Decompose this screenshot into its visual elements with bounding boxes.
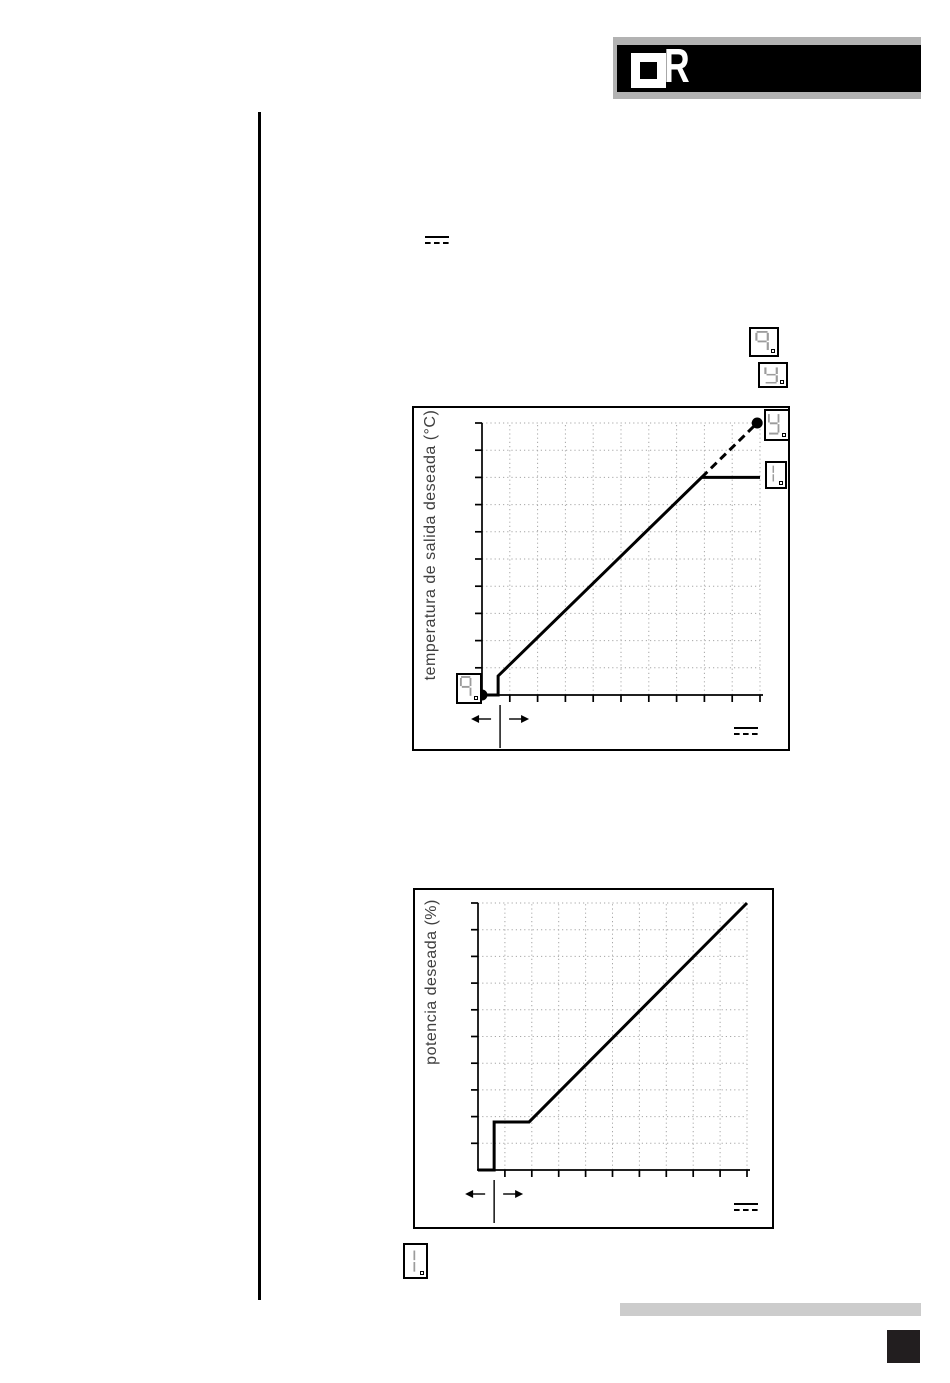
chart-outlet-temperature xyxy=(412,406,790,751)
param-ref-9-icon xyxy=(749,327,779,357)
left-rule xyxy=(258,112,261,1300)
header-band xyxy=(613,37,921,99)
y-axis-label: potencia deseada (%) xyxy=(423,899,440,1065)
footer-band xyxy=(620,1303,921,1316)
param-ref-y-icon xyxy=(764,409,790,441)
param-ref-1-icon xyxy=(403,1243,428,1279)
param-ref-1-icon xyxy=(765,461,787,489)
chart-desired-power xyxy=(413,888,774,1229)
logo-letter: R xyxy=(664,40,690,93)
dc-voltage-icon xyxy=(424,232,450,250)
header-logo-bar xyxy=(617,40,921,93)
param-ref-9-icon xyxy=(456,673,482,704)
footer-page-marker xyxy=(887,1330,920,1363)
y-axis-label: temperatura de salida deseada (°C) xyxy=(422,409,439,681)
logo-square-icon xyxy=(631,53,666,88)
chart-canvas xyxy=(413,888,774,1229)
param-ref-y-icon xyxy=(758,362,788,388)
